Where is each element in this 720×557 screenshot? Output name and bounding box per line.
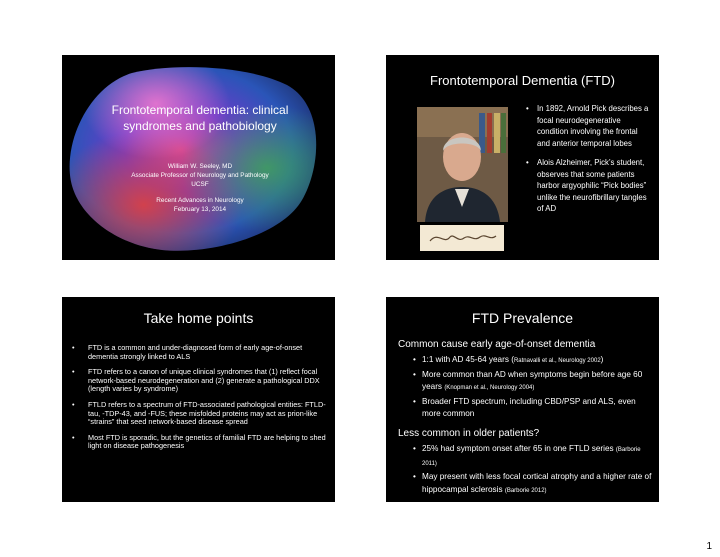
slide-heading: FTD Prevalence [471, 310, 574, 326]
section-heading-early-onset: Common cause early age-of-onset dementia [398, 339, 596, 350]
slide-heading: Frontotemporal Dementia (FTD) [430, 73, 615, 88]
brain-network-image [62, 55, 335, 260]
bullet-item: • More common than AD when symptoms begin before age 60 years (Knopman et al., Neurology 2004) [400, 369, 655, 395]
bullet-item: • May present with less focal cortical atrophy and a higher rate of hippocampal sclerosis (Barborie 2012) [400, 471, 655, 497]
bullet-item: • In 1892, Arnold Pick describes a focal neurodegenerative condition involving the frontal and anterior temporal lobes [523, 103, 651, 149]
author-institution: UCSF [191, 181, 209, 188]
slide-ftd-prevalence [386, 297, 659, 502]
bullet-item: • Broader FTD spectrum, including CBD/PSP and ALS, even more common [400, 396, 655, 421]
bullet-item: • 25% had symptom onset after 65 in one FTLD series (Barborie 2011) [400, 443, 655, 470]
bullet-item: • 1:1 with AD 45-64 years (Ratnavalli et al., Neurology 2002) [400, 354, 655, 368]
take-home-bullets [72, 344, 330, 458]
presentation-title: Frontotemporal dementia: clinical syndromes and pathobiology [111, 103, 289, 133]
section-heading-older-patients: Less common in older patients? [398, 428, 540, 439]
event-name: Recent Advances in Neurology [156, 197, 244, 204]
signature-image [420, 225, 504, 251]
bullet-item: • FTD refers to a canon of unique clinical syndromes that (1) reflect focal network-based neurodegeneration and (2) generate a pathological DDX (length varies by syndrome) [72, 368, 330, 394]
bullet-item: • FTD is a common and under-diagnosed form of early age-of-onset dementia strongly linked to ALS [72, 344, 330, 361]
author-name: William W. Seeley, MD [167, 163, 233, 170]
portrait-photo [417, 107, 508, 222]
slide-heading: Take home points [143, 310, 254, 326]
history-bullets [523, 103, 651, 223]
slide-title [62, 55, 335, 260]
author-affiliation: Associate Professor of Neurology and Pathology [131, 172, 269, 179]
bullet-item: • Alois Alzheimer, Pick’s student, observes that some patients harbor argyophilic “Pick bodies” unlike the neurofibrillary tangles of AD [523, 157, 651, 215]
event-date: February 13, 2014 [173, 206, 227, 213]
slide-ftd-history [386, 55, 659, 260]
bullet-item: • FTLD refers to a spectrum of FTD-associated pathological entities: FTLD-tau, -TDP-43, and -FUS; these misfolded proteins may act as prion-like “strains” that seed network-based disease spread [72, 401, 330, 427]
early-onset-bullets [400, 354, 655, 422]
slide-take-home-points [62, 297, 335, 502]
bullet-item: • Most FTD is sporadic, but the genetics of familial FTD are helping to shed light on disease pathogenesis [72, 434, 330, 451]
page-number: 1 [706, 541, 712, 552]
older-patients-bullets [400, 443, 655, 498]
